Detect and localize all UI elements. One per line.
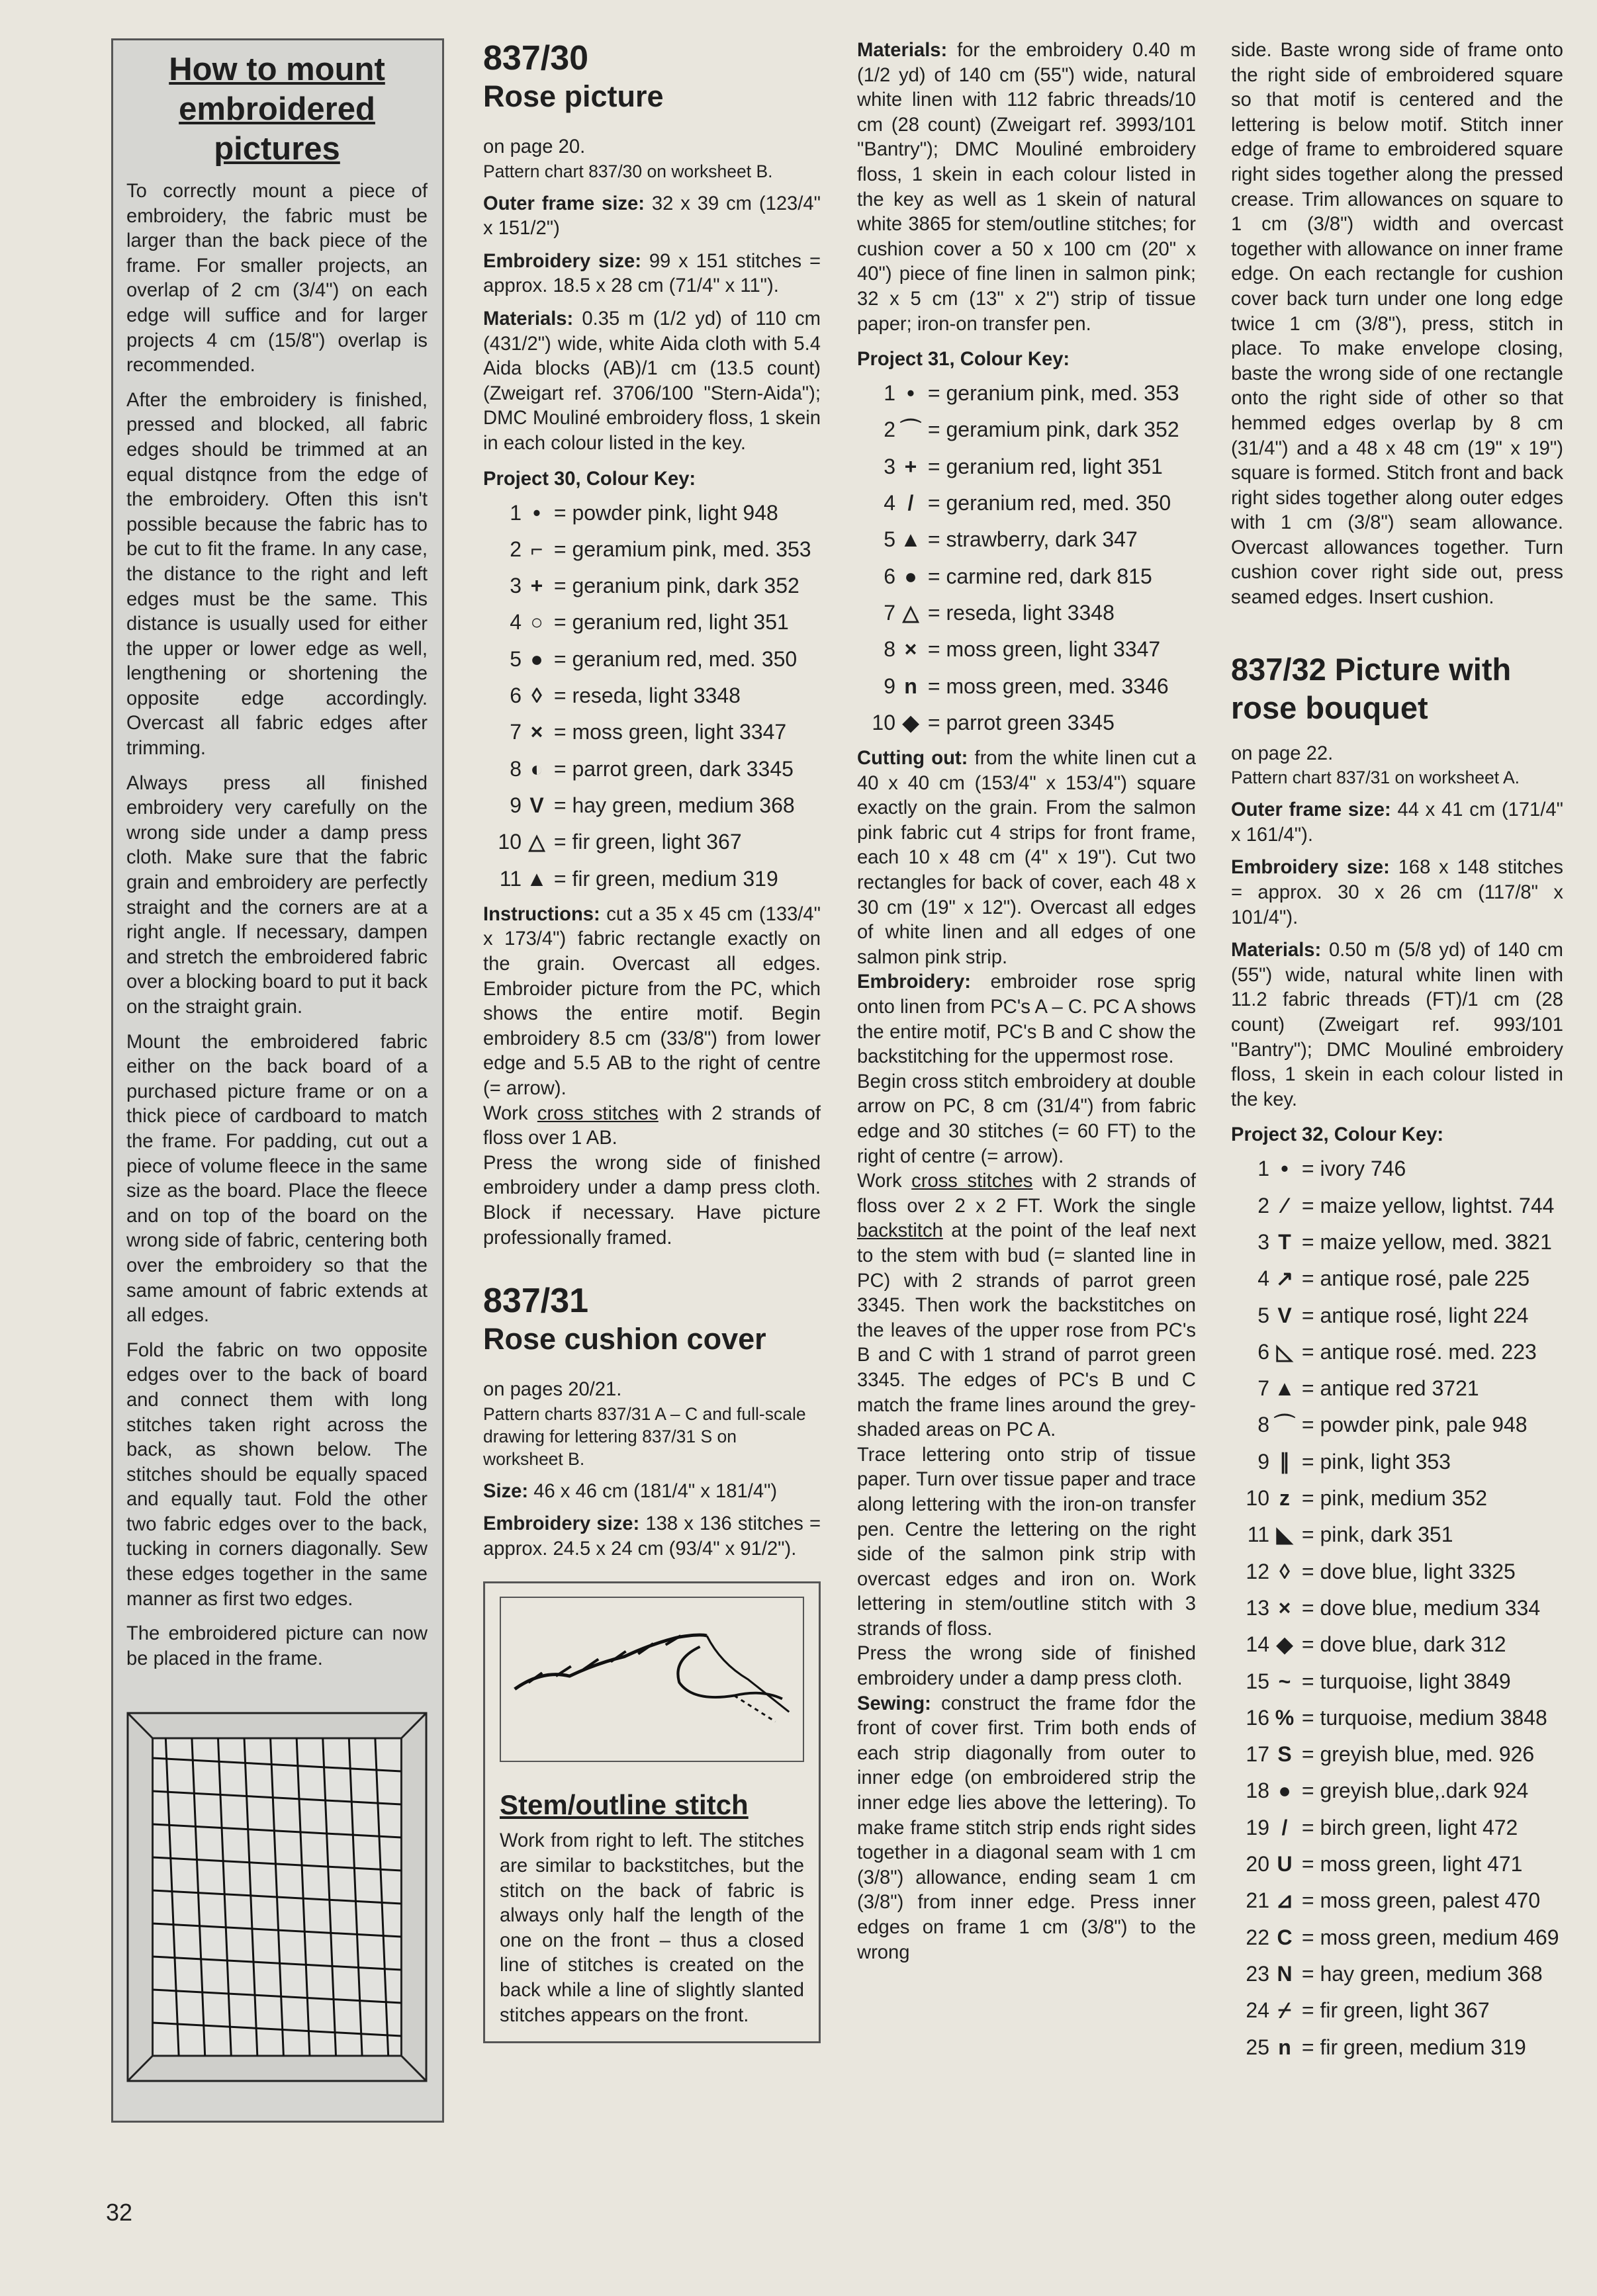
key-symbol-icon: △ [528,830,545,854]
colour-key-entry [1231,1188,1563,1224]
colour-key-entry [857,521,1196,558]
colour-key-entry [1231,1736,1563,1773]
project-31-sewing: Sewing: construct the frame fdor the front of cover first. Trim both ends of each strip diagonally from outer to inner edge (on embroidered strip the inner edge lies above the lettering). To make frame stitch strip ends right sides together in a diagonal seam with 1 cm (3/8") allowance, ending seam 1 cm (3/8") from inner edge. Press inner edges on frame 1 cm (3/8") to the wrong [857,1693,1197,1963]
key-label: = pink, light 353 [1301,1449,1451,1474]
key-label: = turquoise, medium 3848 [1301,1705,1547,1730]
key-number: 2 [1257,1193,1269,1217]
key-symbol-icon: ◊ [1279,1559,1290,1583]
colour-key-entry [857,485,1196,521]
colour-key-entry [857,668,1196,705]
key-number: 6 [510,684,522,708]
key-number: 3 [1257,1229,1269,1254]
stem-stitch-box [483,1581,821,2043]
project-30-press: Press the wrong side of finished embroidery under a damp press cloth. Block if necessary. Have picture professionally framed. [483,1152,821,1249]
colour-key-entry [1231,2029,1563,2066]
project-30-outer-size: Outer frame size: 32 x 39 cm (123/4" x 151/2") [483,193,821,240]
key-symbol-icon: ● [904,564,917,588]
project-30-colour-key [483,495,821,897]
colour-key-entry [1231,1920,1563,1956]
colour-key-entry [1231,1956,1563,1992]
mount-paragraph: To correctly mount a piece of embroidery, the fabric must be larger than the back piece of the frame. For smaller projects, an overlap of 2 cm (3/4") on each edge will suffice and for larger projects 4 cm (15/8") overlap is recommended. [126,181,428,376]
project-31-number: 837/31 [483,1282,589,1321]
colour-key-entry [1231,1663,1563,1700]
key-label: = antique rosé, light 224 [1301,1303,1529,1327]
key-symbol-icon: × [904,637,917,662]
colour-key-entry [1231,1407,1563,1443]
key-symbol-icon: ⊿ [1275,1888,1294,1913]
key-number: 2 [510,537,522,561]
colour-key-entry [483,678,821,714]
colour-key-entry [483,604,821,640]
key-label: = antique red 3721 [1301,1376,1479,1401]
project-32-colour-key [1231,1151,1563,2065]
colour-key-entry [1231,1992,1563,2029]
colour-key-entry [483,495,821,531]
key-label: = geramium pink, dark 352 [927,418,1179,442]
key-label: = dove blue, dark 312 [1301,1632,1506,1657]
key-symbol-icon: ↗ [1275,1266,1294,1291]
key-number: 8 [510,756,522,781]
colour-key-entry [857,595,1196,631]
project-31-sewing-continued: side. Baste wrong side of frame onto the right side of embroidered square so that motif is centered and the lettering is below motif. Stitch inner edge of frame to embroidered square right sides together along the pressed crease. Trim allowances on square to 1 cm (3/8") width and overcast together with allowance on inner frame edge. On each rectangle for cushion cover back turn under one long edge twice 1 cm (3/8"), press, stitch in place. To make envelope closing, baste the wrong side of one rectangle onto the right side of other so that hemmed edges overlap by 8 cm (31/4") and a 48 x 48 cm (19" x 19") square is formed. Stitch front and back right sides together along outer edges with 1 cm (3/8") seam allowance. Overcast allowances together. Turn cushion cover right side out, press seamed edges. Insert cushion. [1231,40,1563,609]
colour-key-entry [483,751,821,787]
key-number: 11 [499,866,522,891]
key-number: 3 [884,454,895,478]
project-30-page-ref: on page 20. [483,136,586,157]
key-label: = geranium red, light 351 [927,454,1163,478]
key-label: = antique rosé. med. 223 [1301,1339,1537,1364]
key-number: 1 [510,500,522,525]
key-symbol-icon: × [1278,1595,1291,1620]
colour-key-entry [1231,1810,1563,1846]
key-symbol-icon: ∥ [1279,1449,1290,1474]
key-number: 11 [1247,1523,1269,1547]
project-31-materials: Materials: for the embroidery 0.40 m (1/2 yd) of 140 cm (55") wide, natural white linen with 112 fabric threads/10 cm (28 count) (Zweigart ref. 3993/101 "Bantry"); DMC Mouliné embroidery floss, 1 skein in each colour listed in the key as well as 1 skein of natural white 3865 for stem/outline stitches; for cushion cover a 50 x 100 cm (20" x 40") piece of fine linen in salmon pink; 32 x 5 cm (13" x 2") strip of tissue paper; iron-on transfer pen. [857,40,1196,335]
colour-key-entry [483,568,821,604]
colour-key-entry [1231,1626,1563,1663]
key-label: = dove blue, medium 334 [1301,1595,1541,1620]
key-symbol-icon: % [1275,1705,1295,1730]
key-symbol-icon: / [907,491,914,515]
mount-paragraph: Fold the fabric on two opposite edges over to the back of board and connect them with long stitches taken right across the back, as shown below. The stitches should be equally spaced and equally taut. Fold the other two fabric edges over to the back, tucking in corners diagonally. Sew these edges together in the same manner as first two edges. [126,1339,428,1610]
key-symbol-icon: ~ [1278,1669,1291,1693]
key-number: 13 [1246,1595,1269,1620]
key-symbol-icon: • [1281,1157,1289,1181]
column-2 [483,38,821,2043]
key-label: = powder pink, pale 948 [1301,1413,1528,1437]
project-32-embroidery-size: Embroidery size: 168 x 148 stitches = approx. 30 x 26 cm (117/8" x 101/4"). [1231,857,1563,928]
project-30-key-title: Project 30, Colour Key: [483,468,696,490]
key-symbol-icon: ▲ [526,866,547,891]
key-symbol-icon: ◺ [1276,1339,1293,1364]
key-label: = strawberry, dark 347 [927,527,1138,552]
colour-key-entry [857,449,1196,485]
key-number: 2 [884,418,895,442]
key-number: 25 [1246,2035,1269,2059]
key-number: 4 [1257,1266,1269,1291]
mount-paragraph: Always press all finished embroidery very carefully on the wrong side under a damp press cloth. Make sure that the fabric grain and embroidery are perfectly straight and the corners are at a right angle. If necessary, dampen and stretch the embroidered fabric over a blocking board to put it back on the straight grain. [126,772,428,1018]
colour-key-entry [1231,1370,1563,1407]
mounting-title: How to mount embroidered pictures [169,52,385,167]
key-number: 10 [1246,1486,1269,1511]
colour-key-entry [483,824,821,860]
key-label: = maize yellow, lightst. 744 [1301,1193,1555,1217]
key-symbol-icon: / [1281,1815,1288,1839]
key-number: 1 [884,381,895,406]
key-symbol-icon: ● [1278,1779,1291,1803]
key-number: 17 [1246,1742,1269,1767]
colour-key-entry [1231,1224,1563,1260]
key-symbol-icon: V [529,793,544,817]
key-label: = moss green, light 3347 [927,637,1161,662]
colour-key-entry [483,641,821,678]
key-number: 5 [510,646,522,671]
key-number: 6 [1257,1339,1269,1364]
key-symbol-icon: V [1277,1303,1292,1327]
project-32-chart-ref: Pattern chart 837/31 on worksheet A. [1231,768,1520,788]
key-label: = pink, dark 351 [1301,1523,1453,1547]
key-symbol-icon: ⌐ [530,537,543,561]
key-number: 16 [1246,1705,1269,1730]
key-number: 21 [1246,1888,1269,1913]
colour-key-entry [1231,1590,1563,1626]
key-symbol-icon: ⌿ [1278,1998,1291,2023]
key-symbol-icon: × [530,720,543,744]
key-number: 14 [1246,1632,1269,1657]
key-label: = turquoise, light 3849 [1301,1669,1511,1693]
project-32-materials: Materials: 0.50 m (5/8 yd) of 140 cm (55") wide, natural white linen with 11.2 fabric threads (FT)/1 cm (28 count) (Zweigart ref. 993/101 "Bantry"); DMC Mouliné embroidery floss, 1 skein in each colour listed in the key. [1231,940,1563,1110]
colour-key-entry [857,558,1196,595]
key-label: = moss green, medium 469 [1301,1925,1559,1949]
key-symbol-icon: ◣ [1276,1523,1293,1547]
key-label: = geranium red, light 351 [553,610,789,635]
colour-key-entry [1231,1298,1563,1334]
project-30-number: 837/30 [483,39,589,77]
colour-key-entry [1231,1882,1563,1919]
key-symbol-icon: ◆ [902,710,919,734]
key-label: = moss green, light 471 [1301,1852,1523,1877]
key-number: 4 [884,491,895,515]
key-label: = geramium pink, med. 353 [553,537,811,561]
project-31-size: Size: 46 x 46 cm (181/4" x 181/4") [483,1480,778,1502]
key-number: 10 [498,830,522,854]
project-30-chart-ref: Pattern chart 837/30 on worksheet B. [483,161,773,181]
key-symbol-icon: ⁄ [1283,1193,1287,1217]
colour-key-entry [1231,1773,1563,1809]
key-label: = carmine red, dark 815 [927,564,1152,588]
project-31-title: Rose cushion cover [483,1322,766,1356]
key-symbol-icon: n [1278,2035,1291,2059]
key-number: 3 [510,574,522,598]
key-label: = antique rosé, pale 225 [1301,1266,1530,1291]
key-number: 8 [1257,1413,1269,1437]
project-31-embroidery: Embroidery: embroider rose sprig onto linen from PC's A – C. PC A shows the entire motif, PC's B and C show the backstitching for the uppermost rose. [857,971,1196,1068]
mounting-instructions-box [111,38,444,2123]
key-number: 10 [872,710,895,734]
project-31-chart-ref: Pattern charts 837/31 A – C and full-scale drawing for lettering 837/31 S on worksheet B. [483,1403,806,1469]
key-symbol-icon: n [904,674,917,698]
key-label: = greyish blue,.dark 924 [1301,1779,1529,1803]
key-symbol-icon: △ [902,600,919,625]
mounting-text [126,179,428,1671]
project-31-begin: Begin cross stitch embroidery at double arrow on PC, 8 cm (31/4") from fabric edge and 30 stitches (= 60 FT) to the right of centre (= arrow). [857,1071,1196,1167]
key-number: 4 [510,610,522,635]
stem-stitch-diagram [500,1597,804,1762]
key-number: 23 [1246,1961,1269,1986]
key-symbol-icon: T [1278,1229,1291,1254]
key-symbol-icon: z [1279,1486,1290,1511]
key-number: 22 [1246,1925,1269,1949]
key-label: = greyish blue, med. 926 [1301,1742,1535,1767]
mount-paragraph: After the embroidery is finished, pressed and blocked, all fabric edges should be trimmed at an equal distqnce from the edge of the embroidery. Often this isn't possible because the fabric has to be cut to fit the frame. In any case, the distance to the right and left edges must be the same. This distance is usually used for either the upper or lower edge as well, lengthening or shortening the opposite edge accordingly. Overcast all fabric edges after trimming. [126,389,428,760]
key-label: = fir green, medium 319 [1301,2035,1526,2059]
mount-paragraph: Mount the embroidered fabric either on the back board of a purchased picture frame or on a thick piece of cardboard to match the frame. For padding, cut out a piece of volume fleece in the same size as the board. Place the fleece and on top of the board on the wrong side of fabric, centering both over the embroidery so that the same amount of fabric extends at all edges. [126,1031,428,1327]
key-symbol-icon: • [907,381,915,406]
project-32-title: 837/32 Picture with rose bouquet [1231,651,1512,725]
key-symbol-icon: • [533,500,541,525]
key-label: = reseda, light 3348 [927,600,1115,625]
key-label: = geranium red, med. 350 [927,491,1171,515]
key-number: 9 [1257,1449,1269,1474]
key-number: 7 [1257,1376,1269,1401]
key-number: 20 [1246,1852,1269,1877]
project-31-trace: Trace lettering onto strip of tissue paper. Turn over tissue paper and trace along lettering with the iron-on transfer pen. Centre the lettering on the right side of the salmon pink strip with overcast edges and iron on. Work lettering in stem/outline stitch with 3 strands of floss. [857,1444,1196,1640]
project-31-cutting: Cutting out: from the white linen cut a 40 x 40 cm (153/4" x 153/4") square exactly on the grain. From the salmon pink fabric cut 4 strips for front frame, each 10 x 48 cm (4" x 19"). Cut two rectangles for back of cover, each 48 x 30 cm (19" x 12"). Overcast all edges of white linen and all edges of one salmon pink strip. [857,748,1197,968]
project-30-embroidery-size: Embroidery size: 99 x 151 stitches = approx. 18.5 x 28 cm (71/4" x 11"). [483,250,821,297]
key-symbol-icon: ⌒ [899,418,921,442]
stem-stitch-text: Work from right to left. The stitches are similar to backstitches, but the stitch on the back of fabric is always only half the length of the one on the front – thus a closed line of stitches is created on the back while a line of slightly slanted stitches appears on the front. [500,1830,804,2026]
key-label: = fir green, medium 319 [553,866,778,891]
key-symbol-icon: ● [530,646,543,671]
key-number: 5 [1257,1303,1269,1327]
project-32-outer-size: Outer frame size: 44 x 41 cm (171/4" x 161/4"). [1231,799,1563,846]
key-number: 8 [884,637,895,662]
key-label: = geranium pink, dark 352 [553,574,799,598]
key-symbol-icon: ◐ [530,756,543,781]
colour-key-entry [483,531,821,568]
project-30-title: Rose picture [483,79,664,113]
colour-key-entry [1231,1517,1563,1553]
colour-key-entry [1231,1444,1563,1480]
key-symbol-icon: ○ [530,610,543,635]
key-label: = pink, medium 352 [1301,1486,1488,1511]
key-number: 12 [1246,1559,1269,1583]
key-symbol-icon: ◆ [1276,1632,1293,1657]
colour-key-entry [857,412,1196,448]
key-label: = fir green, light 367 [1301,1998,1490,2023]
project-31-page-ref: on pages 20/21. [483,1379,622,1401]
project-31-colour-key [857,375,1196,741]
colour-key-entry [1231,1480,1563,1517]
key-label: = moss green, light 3347 [553,720,787,744]
stem-stitch-title: Stem/outline stitch [500,1789,749,1821]
key-label: = fir green, light 367 [553,830,742,854]
key-number: 24 [1246,1998,1269,2023]
colour-key-entry [857,705,1196,741]
key-symbol-icon: S [1277,1742,1292,1767]
key-label: = moss green, palest 470 [1301,1888,1541,1913]
key-symbol-icon: N [1277,1961,1293,1986]
colour-key-entry [1231,1334,1563,1370]
colour-key-entry [483,861,821,897]
project-32-key-title: Project 32, Colour Key: [1231,1124,1444,1146]
key-label: = geranium red, med. 350 [553,646,798,671]
key-number: 6 [884,564,895,588]
project-31-embroidery-size: Embroidery size: 138 x 136 stitches = approx. 24.5 x 24 cm (93/4" x 91/2"). [483,1513,821,1560]
colour-key-entry [1231,1554,1563,1590]
key-symbol-icon: + [530,574,543,598]
project-30-materials: Materials: 0.35 m (1/2 yd) of 110 cm (431/2") wide, white Aida cloth with 5.4 Aida blocks (AB)/1 cm (13.5 count) (Zweigart ref. 3706/100 "Stern-Aida"); DMC Mouliné embroidery floss, 1 skein in each colour listed in the key. [483,308,821,454]
key-symbol-icon: ▲ [900,527,921,552]
key-symbol-icon: ◊ [531,684,542,708]
project-31-press: Press the wrong side of finished embroidery under a damp press cloth. [857,1643,1196,1690]
key-number: 9 [884,674,895,698]
key-label: = maize yellow, med. 3821 [1301,1229,1552,1254]
key-number: 9 [510,793,522,817]
key-number: 7 [884,600,895,625]
key-number: 1 [1257,1157,1269,1181]
project-32-page-ref: on page 22. [1231,742,1334,764]
project-31-key-title: Project 31, Colour Key: [857,349,1070,371]
key-label: = birch green, light 472 [1301,1815,1518,1839]
key-number: 5 [884,527,895,552]
lacing-diagram [126,1712,428,2082]
colour-key-entry [483,714,821,750]
key-label: = ivory 746 [1301,1157,1406,1181]
colour-key-entry [1231,1260,1563,1297]
colour-key-entry [857,631,1196,668]
key-label: = geranium pink, med. 353 [927,381,1179,406]
mount-paragraph: The embroidered picture can now be placed in the frame. [126,1623,428,1669]
key-symbol-icon: + [904,454,917,478]
key-number: 18 [1246,1779,1269,1803]
key-label: = hay green, medium 368 [553,793,795,817]
key-label: = parrot green, dark 3345 [553,756,794,781]
column-4 [1231,38,1563,2071]
key-number: 15 [1246,1669,1269,1693]
key-label: = reseda, light 3348 [553,684,741,708]
key-symbol-icon: ⌒ [1273,1413,1295,1437]
key-label: = hay green, medium 368 [1301,1961,1543,1986]
key-symbol-icon: U [1277,1852,1293,1877]
key-number: 19 [1246,1815,1269,1839]
colour-key-entry [1231,1846,1563,1882]
page-number: 32 [106,2199,133,2226]
colour-key-entry [857,375,1196,412]
project-30-work: Work cross stitches with 2 strands of floss over 1 AB. [483,1102,821,1149]
key-label: = moss green, med. 3346 [927,674,1169,698]
key-label: = powder pink, light 948 [553,500,778,525]
key-label: = parrot green 3345 [927,710,1115,734]
project-31-work: Work cross stitches with 2 strands of floss over 2 x 2 FT. Work the single backstitch at the point of the leaf next to the stem with bud (= slanted line in PC) with 2 strands of parrot green 3345. Then work the backstitches on the leaves of the upper rose from PC's B and C with 1 strand of parrot green 3345. The edges of PC's B und C match the frame lines around the grey-shaded areas on PC A. [857,1170,1196,1441]
key-number: 7 [510,720,522,744]
key-symbol-icon: C [1277,1925,1293,1949]
colour-key-entry [1231,1151,1563,1187]
project-30-instructions: Instructions: cut a 35 x 45 cm (133/4" x 173/4") fabric rectangle exactly on the grain. Overcast all edges. Embroider picture from the PC, which shows the entire motif. Begin embroidery 8.5 cm (33/8") from lower edge and 5.5 AB to the right of centre (= arrow). [483,903,821,1099]
colour-key-entry [483,787,821,824]
key-label: = dove blue, light 3325 [1301,1559,1516,1583]
key-symbol-icon: ▲ [1274,1376,1295,1401]
colour-key-entry [1231,1700,1563,1736]
column-3 [857,38,1196,1973]
